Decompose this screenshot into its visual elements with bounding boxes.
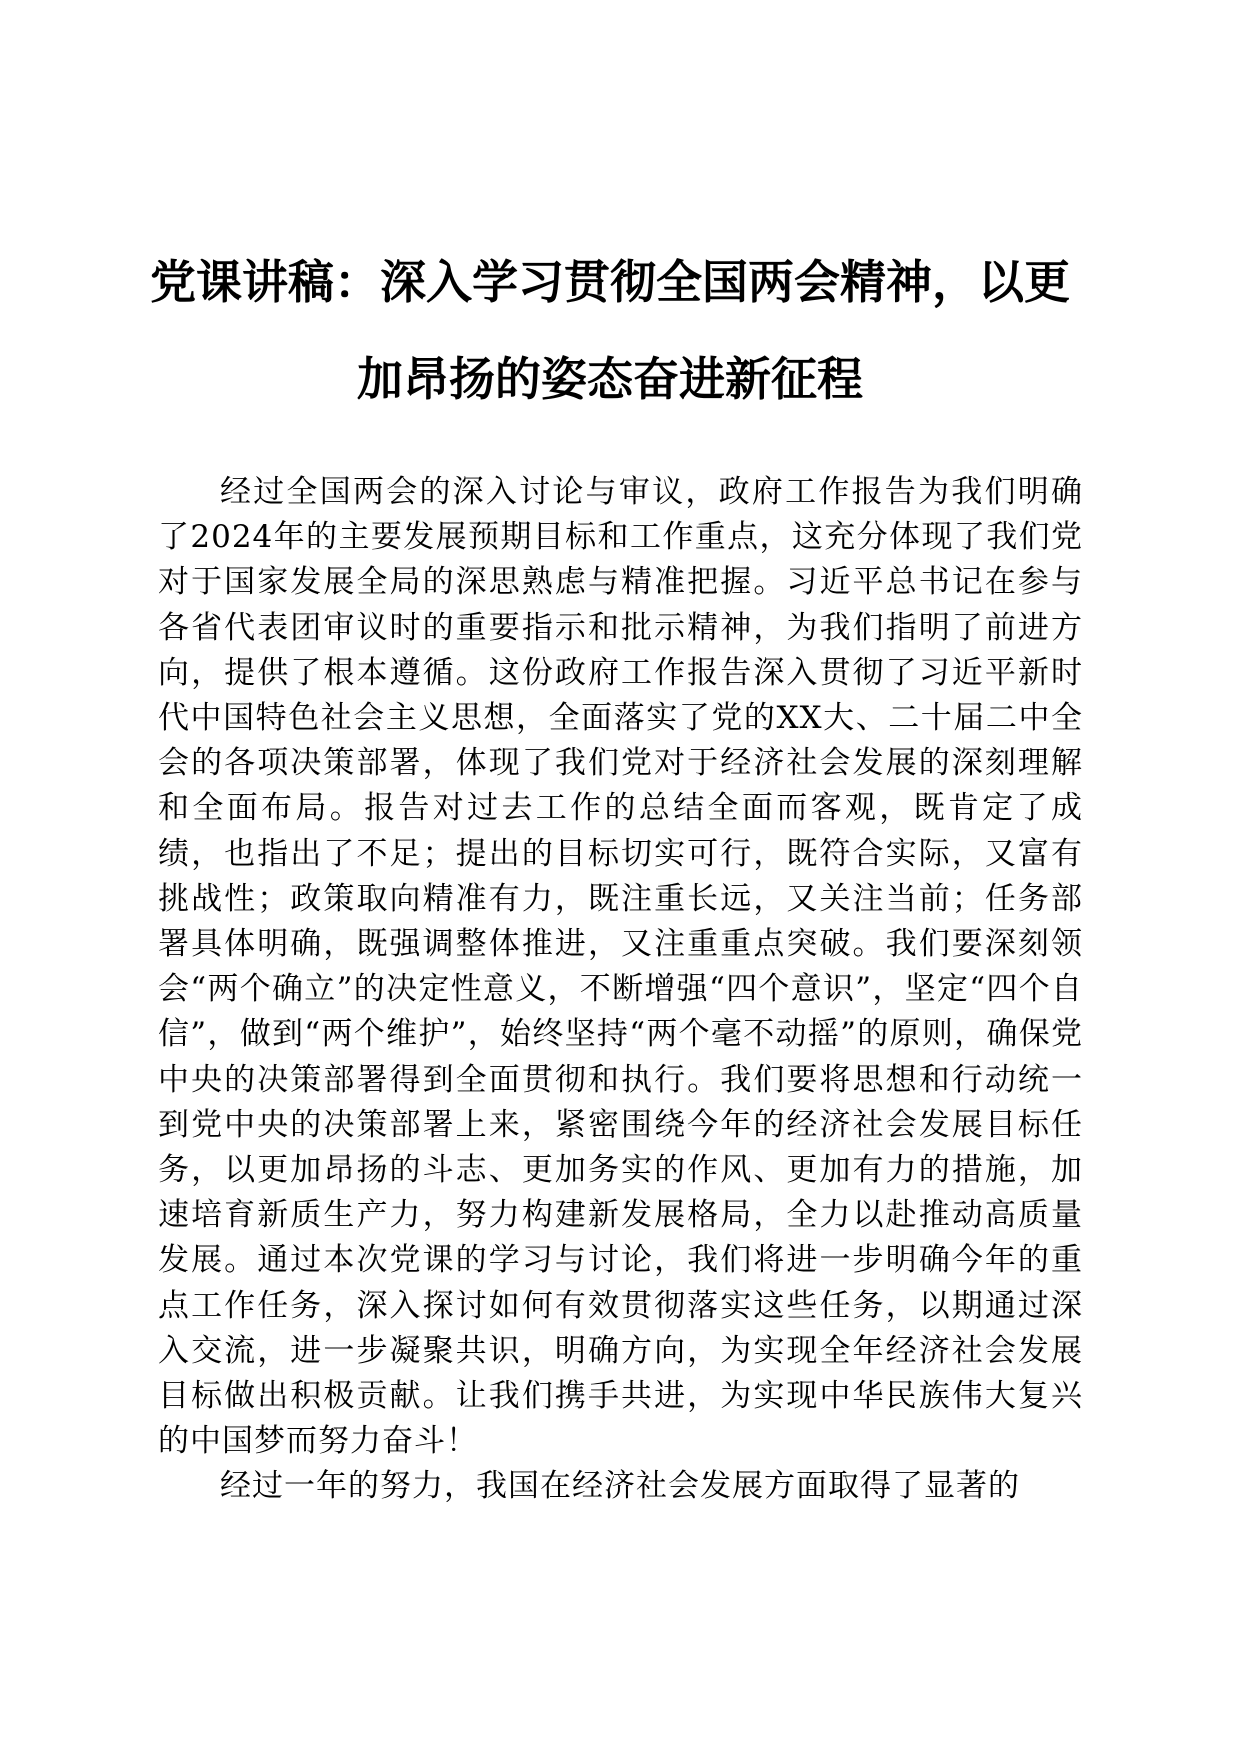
document-title — [145, 234, 1075, 428]
document-body — [158, 470, 1083, 1510]
paragraph-2: 经过一年的努力，我国在经济社会发展方面取得了显著的 — [220, 1468, 1020, 1505]
title-line-1: 党课讲稿：深入学习贯彻全国两会精神，以更 — [150, 255, 1070, 309]
paragraph-1: 经过全国两会的深入讨论与审议，政府工作报告为我们明确了2024年的主要发展预期目标和工作重点，这充分体现了我们党对于国家发展全局的深思熟虑与精准把握。习近平总书记在参与各省代表团审议时的重要指示和批示精神，为我们指明了前进方向，提供了根本遵循。这份政府工作报告深入贯彻了习近平新时代中国特色社会主义思想，全面落实了党的XX大、二十届二中全会的各项决策部署，体现了我们党对于经济社会发展的深刻理解和全面布局。报告对过去工作的总结全面而客观，既肯定了成绩，也指出了不足；提出的目标切实可行，既符合实际，又富有挑战性；政策取向精准有力，既注重长远，又关注当前；任务部署具体明确，既强调整体推进，又注重重点突破。我们要深刻领会“两个确立”的决定性意义，不断增强“四个意识”，坚定“四个自信”，做到“两个维护”，始终坚持“两个毫不动摇”的原则，确保党中央的决策部署得到全面贯彻和执行。我们要将思想和行动统一到党中央的决策部署上来，紧密围绕今年的经济社会发展目标任务，以更加昂扬的斗志、更加务实的作风、更加有力的措施，加速培育新质生产力，努力构建新发展格局，全力以赴推动高质量发展。通过本次党课的学习与讨论，我们将进一步明确今年的重点工作任务，深入探讨如何有效贯彻落实这些任务，以期通过深入交流，进一步凝聚共识，明确方向，为实现全年经济社会发展目标做出积极贡献。让我们携手共进，为实现中华民族伟大复兴的中国梦而努力奋斗！ — [158, 474, 1083, 1460]
title-line-2: 加昂扬的姿态奋进新征程 — [357, 352, 863, 406]
